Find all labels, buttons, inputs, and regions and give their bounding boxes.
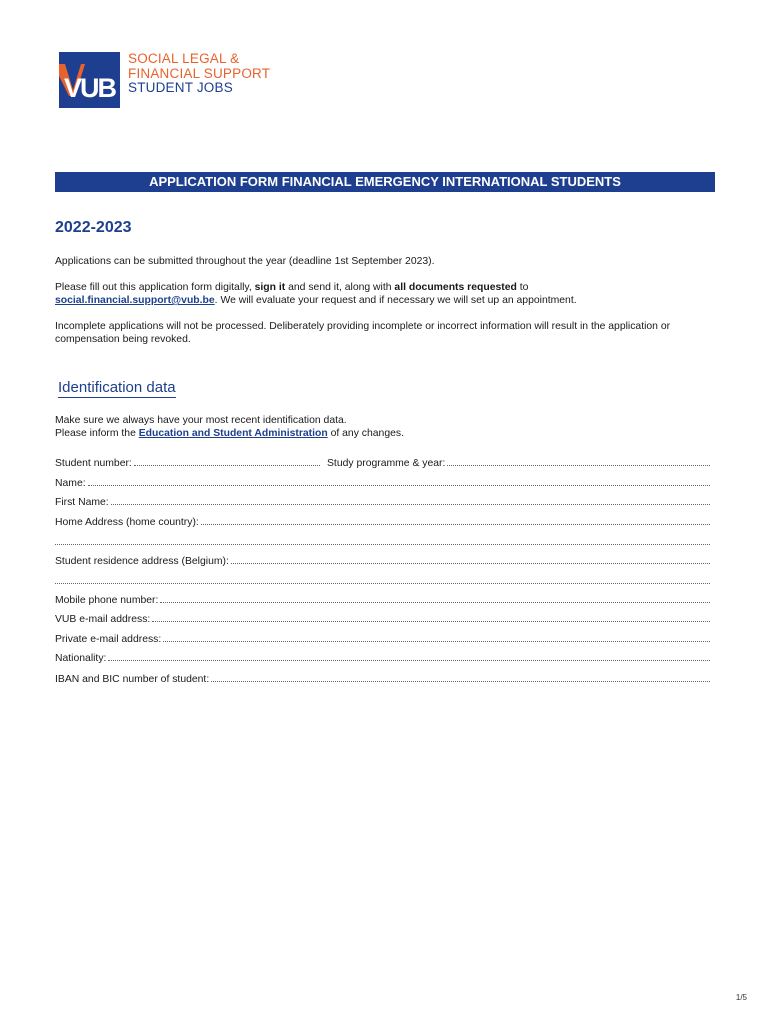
mobile-label: Mobile phone number: <box>55 595 159 606</box>
intro-paragraph-2 <box>55 281 715 307</box>
logo-line-3: STUDENT JOBS <box>128 80 233 95</box>
p2-sign-it: sign it <box>254 282 286 293</box>
iban-field[interactable] <box>55 671 710 685</box>
home-address-input-2[interactable] <box>55 534 710 545</box>
p2-text-e: to <box>516 282 529 293</box>
first-name-input[interactable] <box>111 494 710 505</box>
logo-line-1: SOCIAL LEGAL & <box>128 51 240 66</box>
identification-heading: Identification data <box>58 379 176 396</box>
private-email-field[interactable] <box>55 631 710 645</box>
vub-email-input[interactable] <box>152 611 710 622</box>
residence-address-field[interactable] <box>55 553 710 567</box>
nationality-label: Nationality: <box>55 653 107 664</box>
logo-mark <box>59 52 120 108</box>
student-number-field[interactable] <box>55 455 320 469</box>
first-name-field[interactable] <box>55 494 710 508</box>
mobile-field[interactable] <box>55 592 710 606</box>
note-line-1: Make sure we always have your most recent identification data. <box>55 415 347 426</box>
p2-text-f: . We will evaluate your request and if necessary we will set up an appointment. <box>214 295 577 306</box>
study-programme-field[interactable] <box>327 455 710 469</box>
academic-year: 2022-2023 <box>55 219 132 236</box>
page-number: 1/5 <box>735 993 747 1002</box>
home-address-label: Home Address (home country): <box>55 517 199 528</box>
home-address-field[interactable] <box>55 514 710 528</box>
p2-text-a: Please fill out this application form digitally, <box>55 282 255 293</box>
vub-email-field[interactable] <box>55 611 710 625</box>
home-address-input[interactable] <box>201 514 710 525</box>
note-line-2b: of any changes. <box>327 428 404 439</box>
nationality-input[interactable] <box>108 650 710 661</box>
iban-input[interactable] <box>211 671 710 682</box>
intro-paragraph-1: Applications can be submitted throughout the year (deadline 1st September 2023). <box>55 256 435 267</box>
logo-text <box>128 52 270 96</box>
study-programme-input[interactable] <box>447 455 710 466</box>
residence-address-label: Student residence address (Belgium): <box>55 556 229 567</box>
email-link[interactable]: social.financial.support@vub.be <box>55 295 215 306</box>
iban-label: IBAN and BIC number of student: <box>55 674 210 685</box>
education-admin-link[interactable]: Education and Student Administration <box>138 428 328 439</box>
first-name-label: First Name: <box>55 497 109 508</box>
residence-address-input-2[interactable] <box>55 573 710 584</box>
p2-all-documents: all documents requested <box>394 282 517 293</box>
vub-email-label: VUB e-mail address: <box>55 614 151 625</box>
vub-mark-icon <box>59 52 120 108</box>
mobile-input[interactable] <box>160 592 710 603</box>
logo-line-2: FINANCIAL SUPPORT <box>128 65 271 81</box>
private-email-label: Private e-mail address: <box>55 634 162 645</box>
residence-address-input[interactable] <box>231 553 710 564</box>
intro-paragraph-3: Incomplete applications will not be processed. Deliberately providing incomplete or incorrect information will result in the application or compensation being revoked. <box>55 321 671 345</box>
svg-text:VUB: VUB <box>64 73 116 103</box>
note-line-2a: Please inform the <box>55 428 139 439</box>
home-address-line-2[interactable] <box>55 534 710 548</box>
residence-address-line-2[interactable] <box>55 573 710 587</box>
student-number-label: Student number: <box>55 458 132 469</box>
private-email-input[interactable] <box>163 631 710 642</box>
vub-logo <box>59 52 279 108</box>
name-field[interactable] <box>55 475 710 489</box>
p2-text-c: and send it, along with <box>285 282 395 293</box>
student-number-input[interactable] <box>134 455 320 466</box>
form-title: APPLICATION FORM FINANCIAL EMERGENCY INTERNATIONAL STUDENTS <box>55 172 715 192</box>
identification-note <box>55 414 715 440</box>
nationality-field[interactable] <box>55 650 710 664</box>
name-input[interactable] <box>88 475 710 486</box>
name-label: Name: <box>55 478 86 489</box>
study-programme-label: Study programme & year: <box>327 458 446 469</box>
